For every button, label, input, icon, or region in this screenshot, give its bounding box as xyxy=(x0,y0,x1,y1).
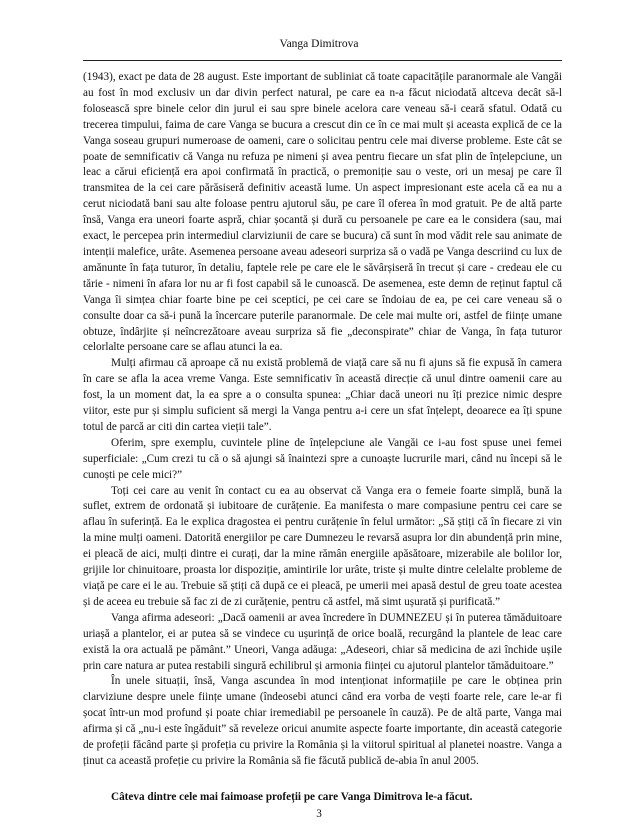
paragraph-1: (1943), exact pe data de 28 august. Este important de subliniat că toate capacitățile paranormale ale Vangăi au fost în mod exclusiv un dar divin perfect natural, pe care ea n-a făcut niciodată altceva decât să-l folosească spre binele celor din jurul ei sau spre binele acelora care veneau să-i ceară sfatul. Odată cu trecerea timpului, faima de care Vanga se bucura a crescut din ce în ce mai mult și aceasta explică de ce la Vanga soseau grupuri numeroase de oameni, care o solicitau pentru cele mai diverse probleme. Este cât se poate de semnificativ că Vanga nu refuza pe nimeni și avea pentru fiecare un sfat plin de înțelepciune, un leac a cărui eficiență era apoi confirmată în practică, o premoniție sau o veste, ori un mesaj pe care îl transmitea de la cei care părăsiseră definitiv această lume. Un aspect impresionant este acela că ea nu a cerut niciodată bani sau alte foloase pentru ajutorul său, pe care îl oferea în mod gratuit. Pe de altă parte însă, Vanga era uneori foarte aspră, chiar șocantă și dură cu persoanele pe care ea le considera (sau, mai exact, le percepea prin intermediul clarviziunii de care se bucura) că sunt în mod vădit rele sau animate de intenții malefice, urâte. Asemenea persoane aveau adeseori surpriza să o vadă pe Vanga descriind cu lux de amănunte în fața tuturor, în detaliu, faptele rele pe care ele le săvârșiseră în trecut și care - credeau ele cu tărie - nimeni în afara lor nu ar fi fost capabil să le cunoască. De asemenea, este demn de reținut faptul că Vanga îi simțea chiar foarte bine pe cei sceptici, pe cei care se îndoiau de ea, pe cei care veneau să o consulte doar ca să-i pună la încercare puterile paranormale. De cele mai multe ori, astfel de ființe umane obtuze, îndârjite și neîncrezătoare aveau surpriza să fie „deconspirate” chiar de Vanga, în fața tuturor celorlalte persoane care se aflau atunci la ea. xyxy=(83,71,562,354)
paragraph-3: Oferim, spre exemplu, cuvintele pline de înțelepciune ale Vangăi ce i-au fost spuse unei femei superficiale: „Cum crezi tu că o să ajungi să înaintezi spre a cunoaște lucrurile mari, când nu începi să le cunoști pe cele mici?” xyxy=(83,436,562,481)
page-number: 3 xyxy=(316,808,322,820)
section-heading: Câteva dintre cele mai faimoase profeții pe care Vanga Dimitrova le-a făcut. xyxy=(111,791,473,803)
paragraph-2: Mulți afirmau că aproape că nu există problemă de viață care să nu fi ajuns să fie expusă în camera în care se afla la acea vreme Vanga. Este semnificativ în această direcție că unul dintre oamenii care au fost, la un moment dat, la ea spre a o consulta spunea: „Chiar dacă uneori nu îți prezice nimic despre viitor, este pur și simplu suficient să mergi la Vanga pentru a-i cere un sfat înțelept, deoarece ea îți spune totul de parcă ar citi din cartea vieții tale”. xyxy=(83,357,562,433)
paragraph-6: În unele situații, însă, Vanga ascundea în mod intenționat informațiile pe care le obținea prin clarviziune despre unele ființe umane (îndeosebi atunci când era vorba de vești foarte rele, care le-ar fi șocat într-un mod profund și poate chiar iremediabil pe persoanele în cauză). Pe de altă parte, Vanga mai afirma și că „nu-i este îngăduit” să reveleze oricui anumite aspecte foarte importante, din această categorie de profeții făcând parte și profeția cu privire la România și la viitorul spiritual al planetei noastre. Vanga a ținut ca această profeție cu privire la România să fie făcută publică de-abia în anul 2005. xyxy=(83,675,562,767)
paragraph-4: Toți cei care au venit în contact cu ea au observat că Vanga era o femeie foarte simplă, bună la suflet, extrem de ordonată și iubitoare de curățenie. Ea manifesta o mare compasiune pentru cei care se aflau în suferință. Ea le explica dragostea ei pentru curățenie în felul următor: „Să știți că în fiecare zi vin la mine mulți oameni. Datorită energiilor pe care Dumnezeu le revarsă asupra lor din abundență prin mine, ei pleacă de aici, mulți dintre ei curați, dar la mine rămân energiile apăsătoare, mizerabile ale bolilor lor, grijile lor chinuitoare, proasta lor dispoziție, amintirile lor urâte, triste și multe dintre celelalte probleme de viață pe care ei le au. Trebuie să știți că după ce ei pleacă, pe umerii mei apasă destul de greu toate acestea și de aceea eu trebuie să fac zi de zi curățenie, pentru că astfel, mă simt ușurată și purificată.” xyxy=(83,484,562,608)
running-header: Vanga Dimitrova xyxy=(279,38,359,50)
header-divider xyxy=(83,60,562,61)
page-body xyxy=(83,70,562,770)
paragraph-5: Vanga afirma adeseori: „Dacă oamenii ar avea încredere în DUMNEZEU și în puterea tămăduitoare uriașă a plantelor, ei ar putea să se vindece cu ușurință de orice boală, recurgând la plantele de leac care există la ora actuală pe pământ.” Uneori, Vanga adăuga: „Adeseori, chiar să medicina de azi închide ușile prin care natura ar putea restabili singură echilibrul și armonia ființei cu ajutorul plantelor tămăduitoare.” xyxy=(83,611,562,672)
